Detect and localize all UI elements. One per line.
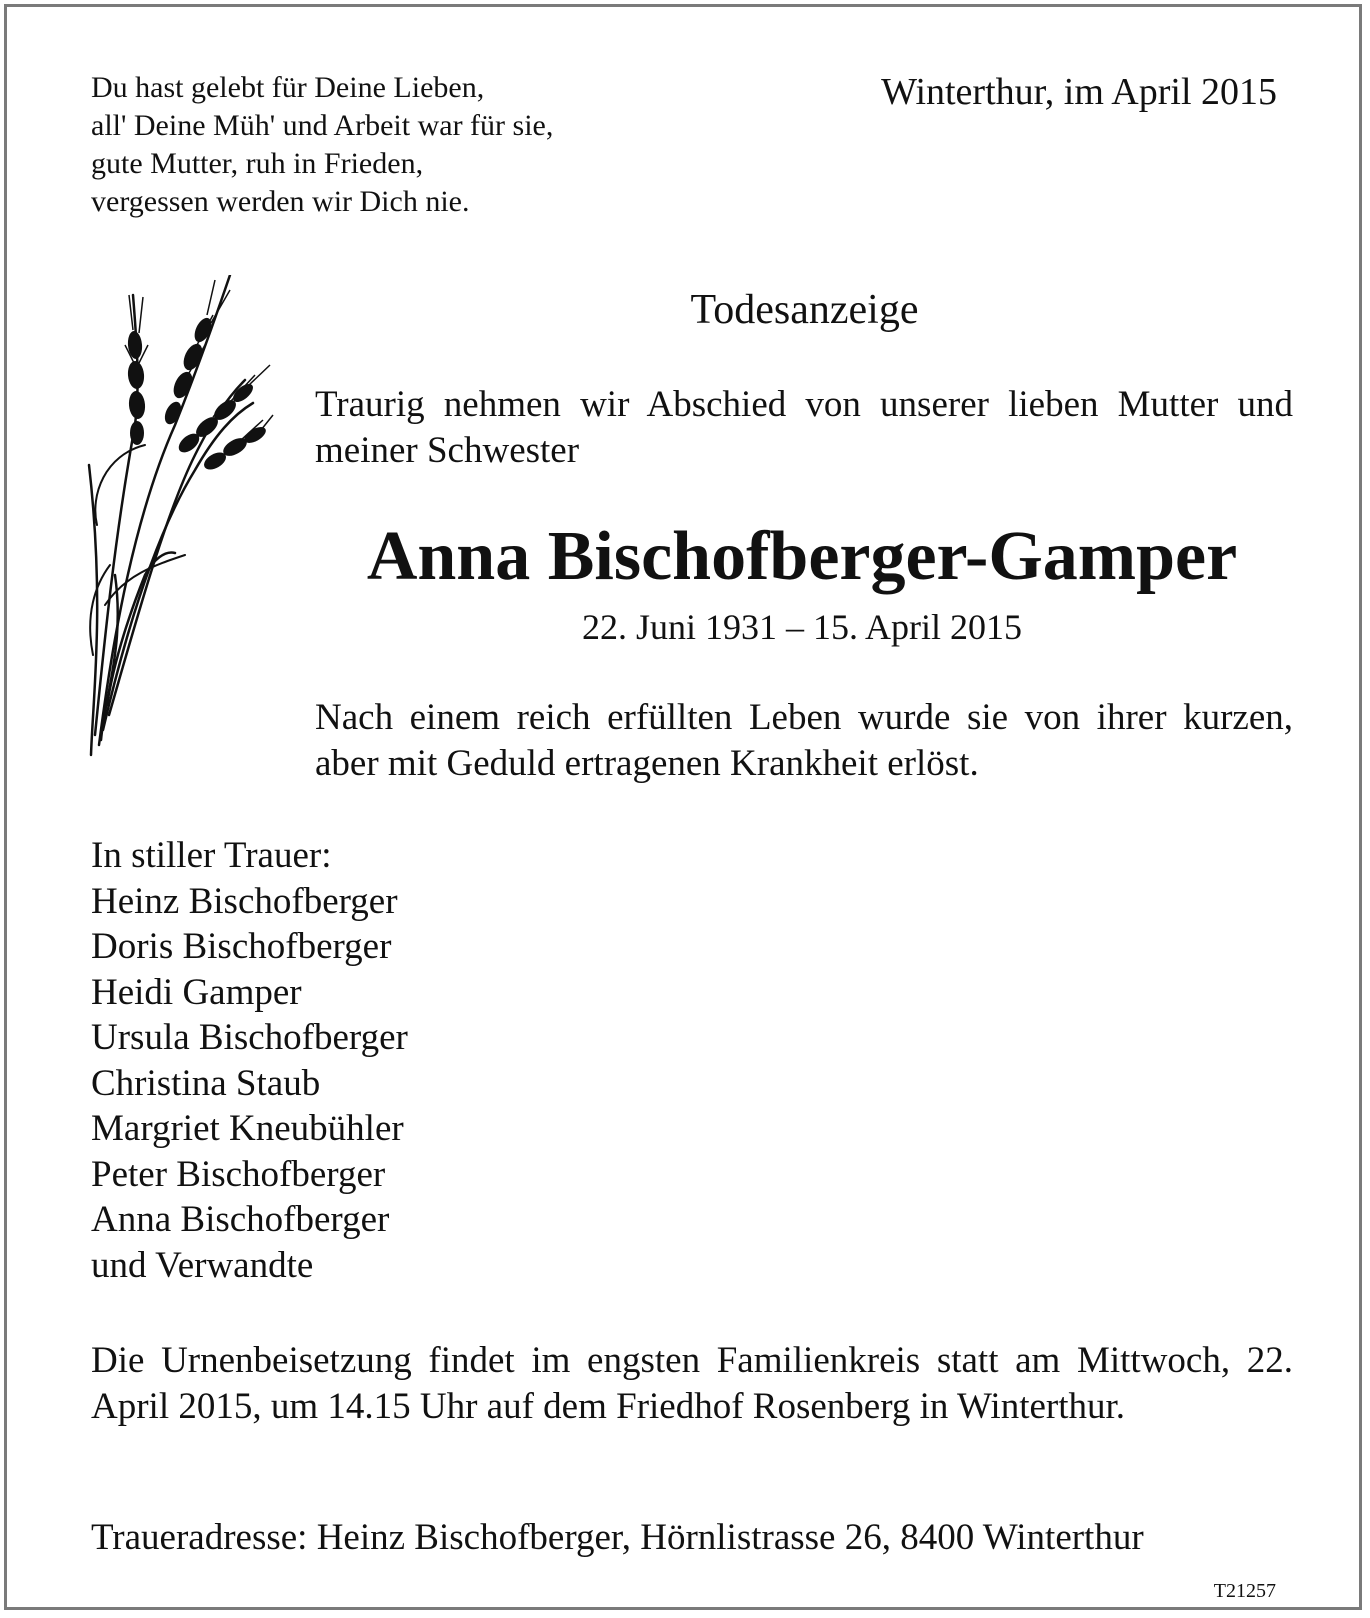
obituary-frame [4, 4, 1362, 1610]
poem-line: all' Deine Müh' und Arbeit war für sie, [91, 109, 554, 142]
poem-line: Du hast gelebt für Deine Lieben, [91, 71, 485, 104]
deceased-name: Anna Bischofberger-Gamper [366, 518, 1238, 595]
mourner-name: Heidi Gamper [91, 971, 302, 1013]
place-date: Winterthur, im April 2015 [881, 71, 1277, 113]
mourner-name: Heinz Bischofberger [91, 880, 398, 922]
mourner-name: und Verwandte [91, 1244, 314, 1286]
mourner-name: Christina Staub [91, 1062, 321, 1104]
poem-line: vergessen werden wir Dich nie. [91, 185, 470, 218]
heading: Todesanzeige [690, 287, 919, 333]
mourner-name: Doris Bischofberger [91, 926, 392, 967]
wheat-ears-icon [85, 275, 275, 775]
poem [91, 69, 553, 221]
ad-code: T21257 [1213, 1580, 1276, 1602]
burial-notice: Die Urnenbeisetzung findet im engsten Familienkreis statt am Mittwoch, 22. April 2015, um 14.15 Uhr auf dem Friedhof Rosenberg in Winterthur. [91, 1340, 1293, 1427]
mourners-label: In stiller Trauer: [91, 835, 332, 876]
mourner-name: Ursula Bischofberger [91, 1017, 408, 1058]
mourner-name: Margriet Kneubühler [91, 1108, 404, 1149]
mourner-name: Peter Bischofberger [91, 1153, 386, 1195]
message-text: Nach einem reich erfüllten Leben wurde sie von ihrer kurzen, aber mit Geduld ertragenen Krankheit erlöst. [315, 697, 1293, 784]
intro-text: Traurig nehmen wir Abschied von unserer lieben Mutter und meiner Schwester [315, 384, 1293, 471]
mourners-list [91, 833, 408, 1288]
poem-line: gute Mutter, ruh in Frieden, [91, 147, 424, 180]
mourning-address: Traueradresse: Heinz Bischofberger, Hörnlistrasse 26, 8400 Winterthur [91, 1517, 1144, 1558]
life-dates: 22. Juni 1931 – 15. April 2015 [581, 607, 1022, 647]
mourner-name: Anna Bischofberger [91, 1199, 390, 1240]
